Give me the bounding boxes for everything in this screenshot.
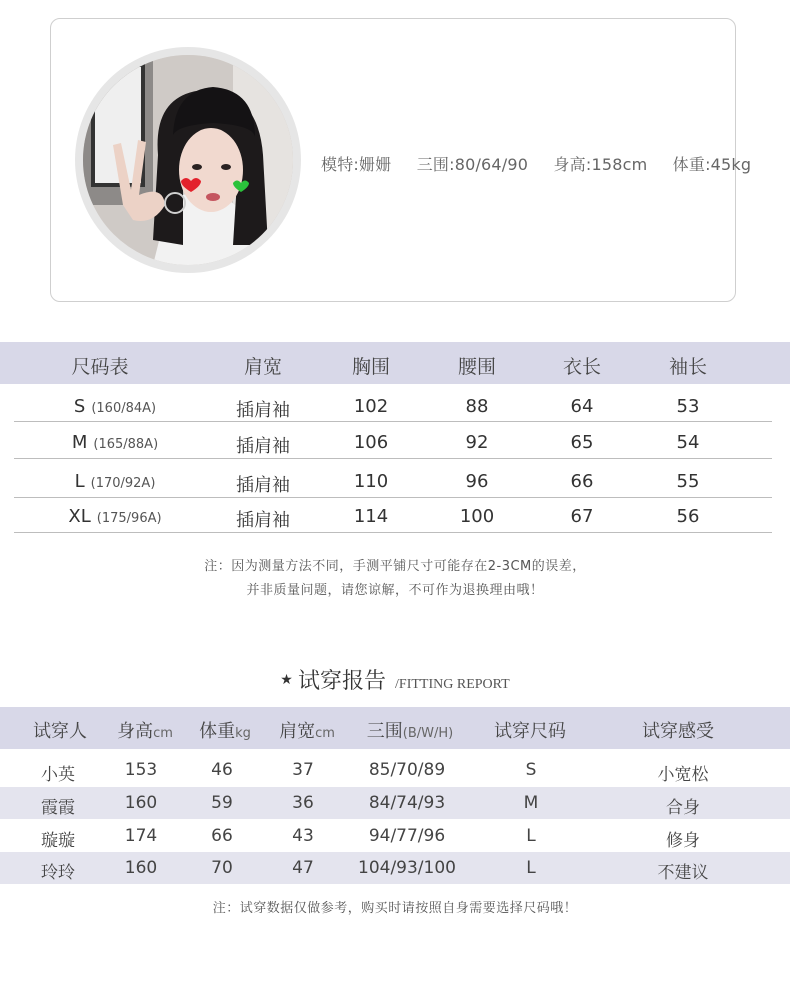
fitting-report-title xyxy=(0,664,790,695)
fit-feel: 合身 xyxy=(666,798,700,818)
fit-weight: 59 xyxy=(211,793,233,813)
size-spec: (165/88A) xyxy=(93,437,159,452)
fit-name: 璇璇 xyxy=(41,831,75,851)
sleeve-cell: 55 xyxy=(676,471,700,492)
fit-header-feel: 试穿感受 xyxy=(642,721,714,742)
size-cell xyxy=(40,432,190,453)
fitting-row xyxy=(0,852,790,884)
size-spec: (170/92A) xyxy=(90,476,156,491)
fitting-row xyxy=(0,787,790,819)
sleeve-cell: 54 xyxy=(676,432,700,453)
fitting-note: 注：试穿数据仅做参考，购买时请按照自身需要选择尺码哦！ xyxy=(212,901,578,916)
fit-height: 160 xyxy=(124,793,158,813)
fit-bwh: 94/77/96 xyxy=(368,826,446,846)
model-info xyxy=(321,152,751,175)
fit-bwh: 85/70/89 xyxy=(368,760,446,780)
size-value: L xyxy=(74,471,85,492)
size-header-size: 尺码表 xyxy=(71,356,129,378)
waist-cell: 88 xyxy=(465,396,489,417)
row-divider xyxy=(14,532,772,533)
fit-feel: 小宽松 xyxy=(657,765,709,785)
fit-feel: 修身 xyxy=(666,831,700,851)
model-photo-illustration xyxy=(83,55,293,265)
shoulder-cell: 插肩袖 xyxy=(236,475,290,496)
fit-weight: 70 xyxy=(211,858,233,878)
fit-weight: 46 xyxy=(211,760,233,780)
size-table-header xyxy=(0,342,790,384)
chest-cell: 114 xyxy=(353,506,389,527)
chest-cell: 106 xyxy=(353,432,389,453)
model-height: 身高:158cm xyxy=(553,155,648,174)
size-note xyxy=(0,555,790,603)
sleeve-cell: 56 xyxy=(676,506,700,527)
fit-name: 霞霞 xyxy=(41,798,75,818)
fit-shoulder: 37 xyxy=(292,760,314,780)
model-weight: 体重:45kg xyxy=(672,155,752,174)
row-divider xyxy=(14,497,772,498)
fit-shoulder: 36 xyxy=(292,793,314,813)
fit-name: 玲玲 xyxy=(41,863,75,883)
fit-header-height: 身高cm xyxy=(117,721,173,742)
size-note-line2: 并非质量问题，请您谅解，不可作为退换理由哦！ xyxy=(246,583,544,598)
size-spec: (160/84A) xyxy=(91,401,157,416)
fit-header-size: 试穿尺码 xyxy=(494,721,566,742)
fit-shoulder: 47 xyxy=(292,858,314,878)
fit-size: S xyxy=(525,760,537,780)
shoulder-cell: 插肩袖 xyxy=(236,400,290,421)
model-name: 模特:姗姗 xyxy=(321,155,392,174)
chest-cell: 102 xyxy=(353,396,389,417)
size-header-length: 衣长 xyxy=(562,356,601,378)
fit-weight: 66 xyxy=(211,826,233,846)
fit-shoulder: 43 xyxy=(292,826,314,846)
waist-cell: 100 xyxy=(459,506,495,527)
fit-name: 小英 xyxy=(41,765,75,785)
fitting-row xyxy=(0,820,790,852)
row-divider xyxy=(14,458,772,459)
size-cell xyxy=(40,506,190,527)
size-header-shoulder: 肩宽 xyxy=(243,356,282,378)
fit-bwh: 84/74/93 xyxy=(368,793,446,813)
size-value: M xyxy=(71,432,88,453)
row-divider xyxy=(14,421,772,422)
fit-height: 174 xyxy=(124,826,158,846)
fitting-report-title-en: /FITTING REPORT xyxy=(395,677,510,692)
sleeve-cell: 53 xyxy=(676,396,700,417)
fit-size: L xyxy=(526,826,536,846)
size-value: XL xyxy=(68,506,91,527)
fit-header-person: 试穿人 xyxy=(33,721,87,742)
fitting-table-header xyxy=(0,707,790,749)
fit-feel: 不建议 xyxy=(657,863,709,883)
fit-header-weight: 体重kg xyxy=(199,721,251,742)
length-cell: 66 xyxy=(570,471,594,492)
star-icon: ★ xyxy=(280,672,293,688)
length-cell: 67 xyxy=(570,506,594,527)
size-note-line1: 注：因为测量方法不同，手测平铺尺寸可能存在2-3CM的误差， xyxy=(204,559,586,574)
shoulder-cell: 插肩袖 xyxy=(236,436,290,457)
size-cell xyxy=(40,396,190,417)
fit-size: L xyxy=(526,858,536,878)
fitting-row xyxy=(0,754,790,786)
fit-header-bwh: 三围(B/W/H) xyxy=(366,721,454,742)
model-measurements: 三围:80/64/90 xyxy=(416,155,529,174)
size-header-chest: 胸围 xyxy=(351,356,390,378)
size-header-sleeve: 袖长 xyxy=(668,356,707,378)
fit-height: 160 xyxy=(124,858,158,878)
model-card xyxy=(50,18,752,302)
chest-cell: 110 xyxy=(353,471,389,492)
size-value: S xyxy=(73,396,86,417)
shoulder-cell: 插肩袖 xyxy=(236,510,290,531)
model-photo xyxy=(83,55,293,265)
model-avatar xyxy=(75,47,301,273)
fit-bwh: 104/93/100 xyxy=(358,858,456,878)
size-cell xyxy=(40,471,190,492)
fit-header-shoulder: 肩宽cm xyxy=(279,721,335,742)
fit-size: M xyxy=(523,793,539,813)
length-cell: 65 xyxy=(570,432,594,453)
waist-cell: 96 xyxy=(465,471,489,492)
fitting-report-title-zh: 试穿报告 xyxy=(297,669,386,694)
size-spec: (175/96A) xyxy=(96,511,162,526)
length-cell: 64 xyxy=(570,396,594,417)
fit-height: 153 xyxy=(124,760,158,780)
size-header-waist: 腰围 xyxy=(457,356,496,378)
waist-cell: 92 xyxy=(465,432,489,453)
